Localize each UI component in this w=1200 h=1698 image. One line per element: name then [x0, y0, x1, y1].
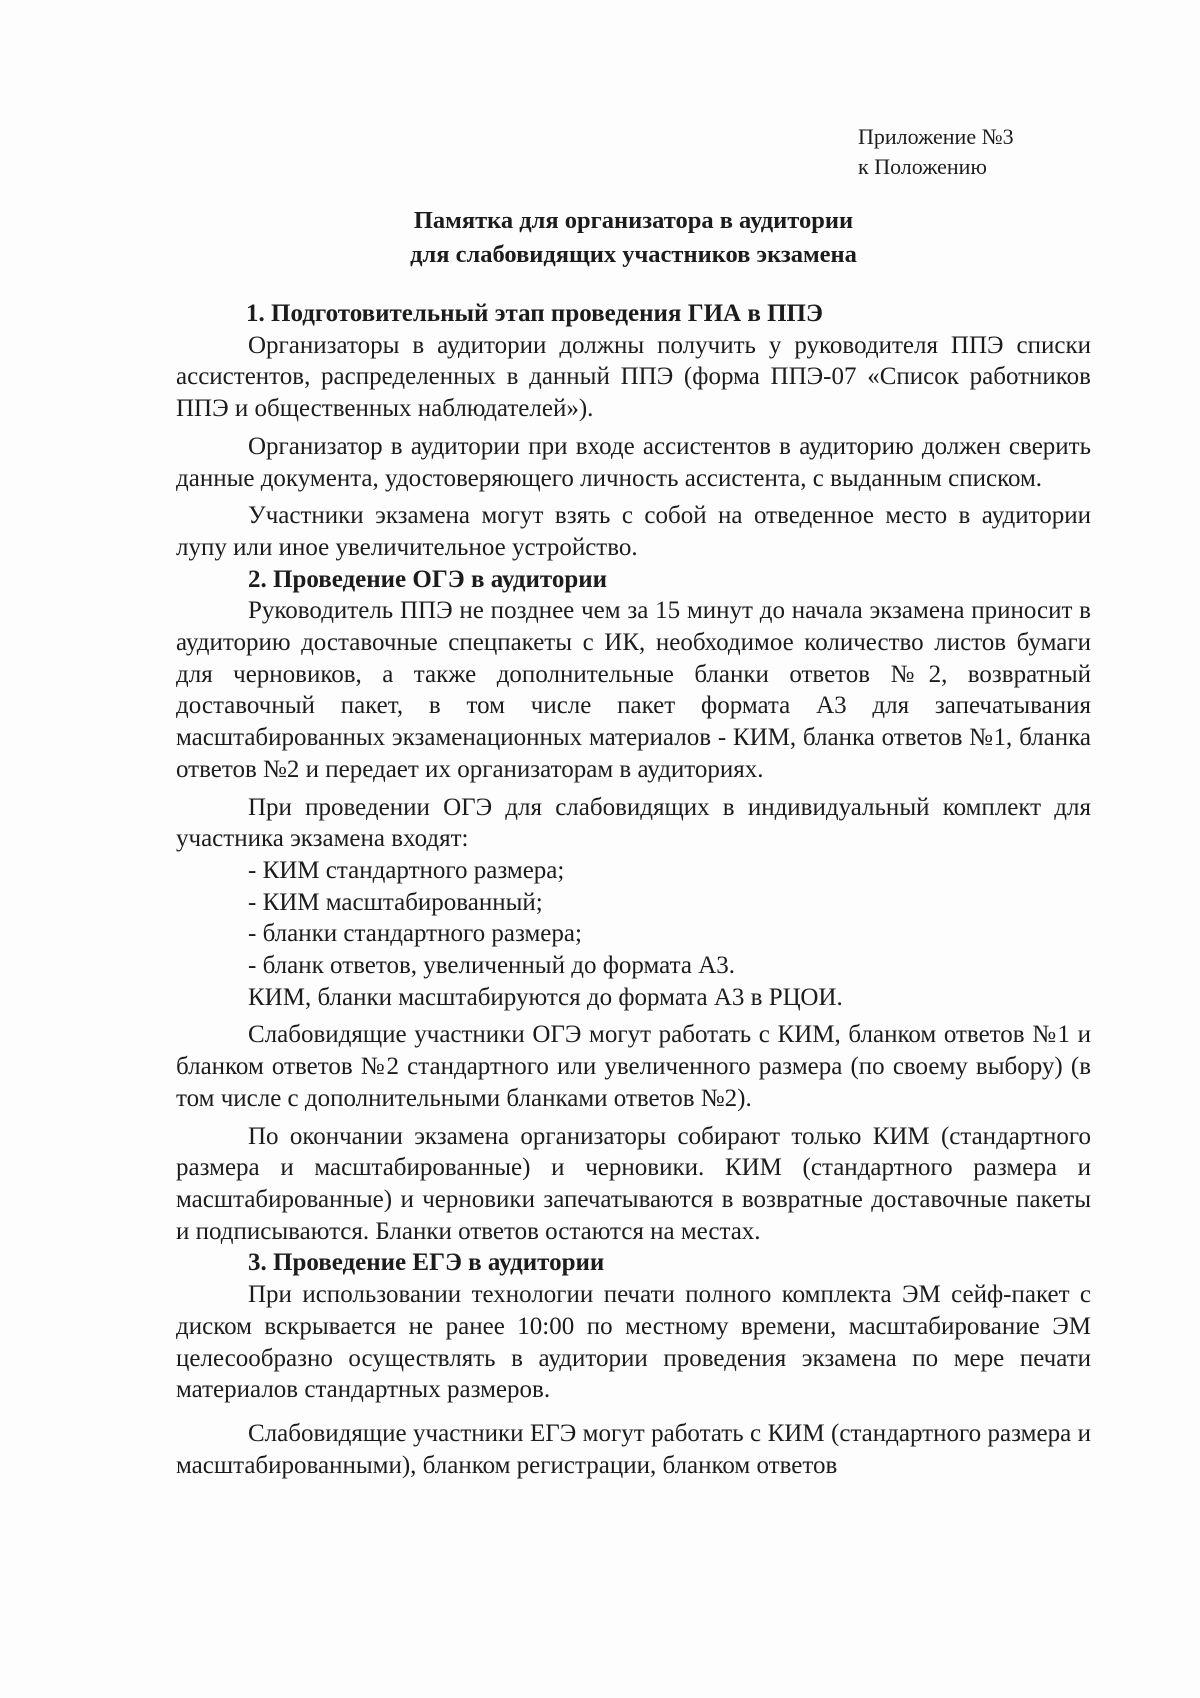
section-3-heading: 3. Проведение ЕГЭ в аудитории [248, 1249, 605, 1277]
section-1-paragraph: Участники экзамена могут взять с собой на отведенное место в аудитории лупу или иное увеличительное устройство. [176, 502, 1091, 561]
appendix-reference: к Положению [858, 154, 987, 179]
appendix-number: Приложение №3 [858, 124, 1014, 149]
title-line-1: Памятка для организатора в аудитории [413, 207, 854, 234]
section-3-paragraph: При использовании технологии печати полного комплекта ЭМ сейф-пакет с диском вскрывается не ранее 10:00 по местному времени, масштабирование ЭМ целесообразно осуществлять в аудитории проведения экзамена по мере печати материалов стандартных размеров. [176, 1281, 1091, 1404]
section-2-heading: 2. Проведение ОГЭ в аудитории [248, 565, 608, 593]
section-2-paragraph: КИМ, бланки масштабируются до формата А3 в РЦОИ. [248, 983, 843, 1011]
list-item: - бланки стандартного размера; [248, 920, 582, 948]
list-item: - КИМ масштабированный; [248, 888, 543, 916]
appendix-note [858, 122, 1014, 182]
list-item: - КИМ стандартного размера; [248, 856, 565, 884]
section-1-paragraph: Организаторы в аудитории должны получить у руководителя ППЭ списки ассистентов, распределенных в данный ППЭ (форма ППЭ-07 «Список работников ППЭ и общественных наблюдателей»). [176, 331, 1091, 423]
section-2-paragraph: Руководитель ППЭ не позднее чем за 15 минут до начала экзамена приносит в аудиторию доставочные спецпакеты с ИК, необходимое количество листов бумаги для черновиков, а также дополнительные бланки ответов №2, возвратный доставочный пакет, в том числе пакет формата А3 для запечатывания масштабированных экзаменационных материалов - КИМ, бланка ответов №1, бланка ответов №2 и передает их организаторам в аудиториях. [176, 597, 1091, 783]
section-2-paragraph: При проведении ОГЭ для слабовидящих в индивидуальный комплект для участника экзамена входят: [176, 793, 1091, 853]
document-title [176, 204, 1091, 272]
section-3-paragraph: Слабовидящие участники ЕГЭ могут работать с КИМ (стандартного размера и масштабированными), бланком регистрации, бланком ответов [176, 1419, 1091, 1479]
list-item: - бланк ответов, увеличенный до формата А3. [248, 952, 735, 980]
section-2-paragraph: По окончании экзамена организаторы собирают только КИМ (стандартного размера и масштабированные) и черновики. КИМ (стандартного размера и масштабированные) и черновики запечатываются в возвратные доставочные пакеты и подписываются. Бланки ответов остаются на местах. [176, 1122, 1091, 1245]
title-line-2: для слабовидящих участников экзамена [410, 241, 857, 268]
section-2-paragraph: Слабовидящие участники ОГЭ могут работать с КИМ, бланком ответов №1 и бланком ответов №2 стандартного или увеличенного размера (по своему выбору) (в том числе с дополнительными бланками ответов №2). [176, 1021, 1091, 1112]
section-1-paragraph: Организатор в аудитории при входе ассистентов в аудиторию должен сверить данные документа, удостоверяющего личность ассистента, с выданным списком. [176, 432, 1091, 492]
section-1-heading: 1. Подготовительный этап проведения ГИА в ППЭ [246, 300, 823, 327]
document-body [176, 298, 1091, 1481]
